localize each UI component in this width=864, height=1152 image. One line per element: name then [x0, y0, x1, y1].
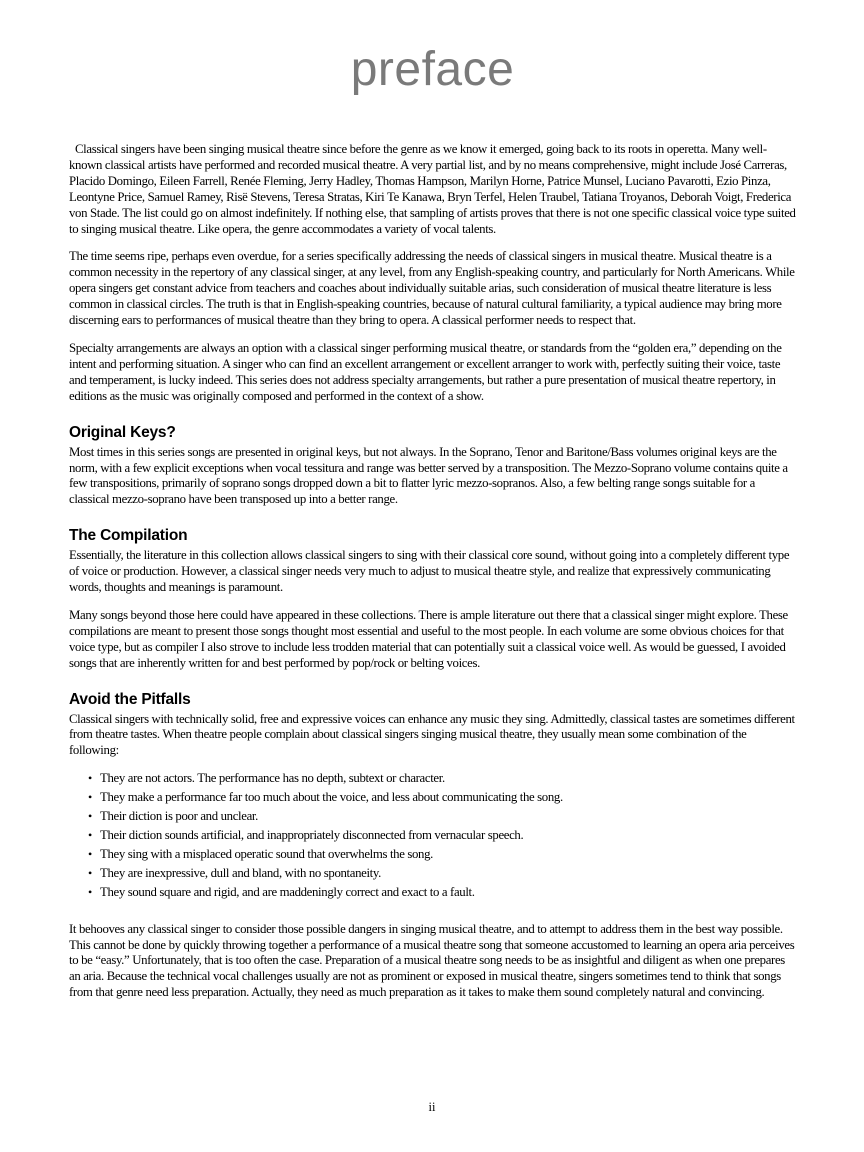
- pitfalls-paragraph-2: It behooves any classical singer to consider those possible dangers in singing musical theatre, and to attempt to address them in the best way possible. This cannot be done by quickly throwing together a performance of a musical theatre song that someone accustomed to learning an opera aria perceives to be “easy.” Unfortunately, that is too often the case. Preparation of a musical theatre song needs to be as insightful and diligent as when one prepares an aria. Because the technical vocal challenges usually are not as prominent or exposed in musical theatre, singers sometimes tend to think that songs from that genre need less preparation. Actually, they need as much preparation as it takes to make them sound completely natural and convincing.: [69, 921, 795, 1000]
- original-keys-paragraph: Most times in this series songs are presented in original keys, but not always. In the Soprano, Tenor and Baritone/Bass volumes original keys are the norm, with a few explicit exceptions when vocal tessitura and range was better served by a transposition. The Mezzo-Soprano volume contains quite a few transpositions, primarily of soprano songs dropped down a bit to flatter lyric mezzo-sopranos. Also, a few belting range songs suitable for a classical mezzo-soprano have been transposed up into a better range.: [69, 444, 788, 507]
- compilation-paragraph-1: Essentially, the literature in this collection allows classical singers to sing with their classical core sound, without going into a completely different type of voice or production. However, a classical singer needs very much to adjust to musical theatre style, and realize that expressively communicating words, thoughts and meanings is paramount.: [69, 548, 790, 595]
- page-number: ii: [428, 1100, 436, 1114]
- section-heading-pitfalls: Avoid the Pitfalls: [69, 690, 191, 708]
- pitfalls-paragraph-1: Classical singers with technically solid, free and expressive voices can enhance any music they sing. Admittedly, classical tastes are sometimes different from theatre tastes. When theatre people complain about classical singers singing musical theatre, they usually mean some combination of the following:: [69, 711, 795, 758]
- page-content: [69, 142, 796, 1001]
- bullet-item: • Their diction sounds artificial, and inappropriately disconnected from vernacular speech.: [88, 828, 796, 844]
- intro-paragraph-3: Specialty arrangements are always an option with a classical singer performing musical theatre, or standards from the “golden era,” depending on the intent and performing situation. A singer who can find an excellent arrangement or excellent arranger to work with, perfectly suiting their voice, taste and temperament, is lucky indeed. This series does not address specialty arrangements, but rather a pure presentation of musical theatre repertory, in editions as the music was originally composed and performed in the context of a show.: [69, 340, 782, 403]
- intro-paragraph-1: Classical singers have been singing musical theatre since before the genre as we know it emerged, going back to its roots in operetta. Many well-known classical artists have performed and recorded musical theatre. A very partial list, and by no means comprehensive, might include José Carreras, Placido Domingo, Eileen Farrell, Renée Fleming, Jerry Hadley, Thomas Hampson, Marilyn Horne, Patrice Munsel, Luciano Pavarotti, Ezio Pinza, Leontyne Price, Samuel Ramey, Risë Stevens, Teresa Stratas, Kiri Te Kanawa, Bryn Terfel, Helen Traubel, Tatiana Troyanos, Deborah Voigt, Frederica von Stade. The list could go on almost indefinitely. If nothing else, that sampling of artists proves that there is not one specific classical voice type suited to singing musical theatre. Like opera, the genre accommodates a variety of vocal talents.: [69, 142, 796, 236]
- pitfalls-bullet-list: [69, 771, 796, 900]
- page-title: preface: [350, 43, 515, 96]
- compilation-paragraph-2: Many songs beyond those here could have appeared in these collections. There is ample literature out there that a classical singer might explore. These compilations are meant to present those songs thought most essential and useful to the most people. In each volume are some obvious choices for that voice type, but as compiler I also strove to include less trodden material that can potentially suit a classical voice well. As would be guessed, I avoided songs that are inherently written for and best performed by pop/rock or belting voices.: [69, 607, 788, 670]
- section-heading-original-keys: Original Keys?: [69, 423, 176, 441]
- intro-paragraph-2: The time seems ripe, perhaps even overdue, for a series specifically addressing the needs of classical singers in musical theatre. Musical theatre is a common necessity in the repertory of any classical singer, at any level, from any English-speaking country, and particularly for North Americans. While opera singers get constant advice from teachers and coaches about individually suitable arias, such consideration of musical theatre literature is less common in classical circles. The truth is that in English-speaking countries, because of natural cultural familiarity, a typical audience may bring more discerning ears to performances of musical theatre than they bring to opera. A classical performer needs to respect that.: [69, 249, 795, 328]
- bullet-item: • Their diction is poor and unclear.: [88, 809, 796, 825]
- bullet-item: • They sing with a misplaced operatic sound that overwhelms the song.: [88, 847, 796, 863]
- section-heading-compilation: The Compilation: [69, 527, 188, 545]
- bullet-item: • They make a performance far too much about the voice, and less about communicating the song.: [88, 790, 796, 806]
- bullet-item: • They are not actors. The performance has no depth, subtext or character.: [88, 771, 796, 787]
- bullet-item: • They are inexpressive, dull and bland, with no spontaneity.: [88, 866, 796, 882]
- bullet-item: • They sound square and rigid, and are maddeningly correct and exact to a fault.: [88, 885, 796, 901]
